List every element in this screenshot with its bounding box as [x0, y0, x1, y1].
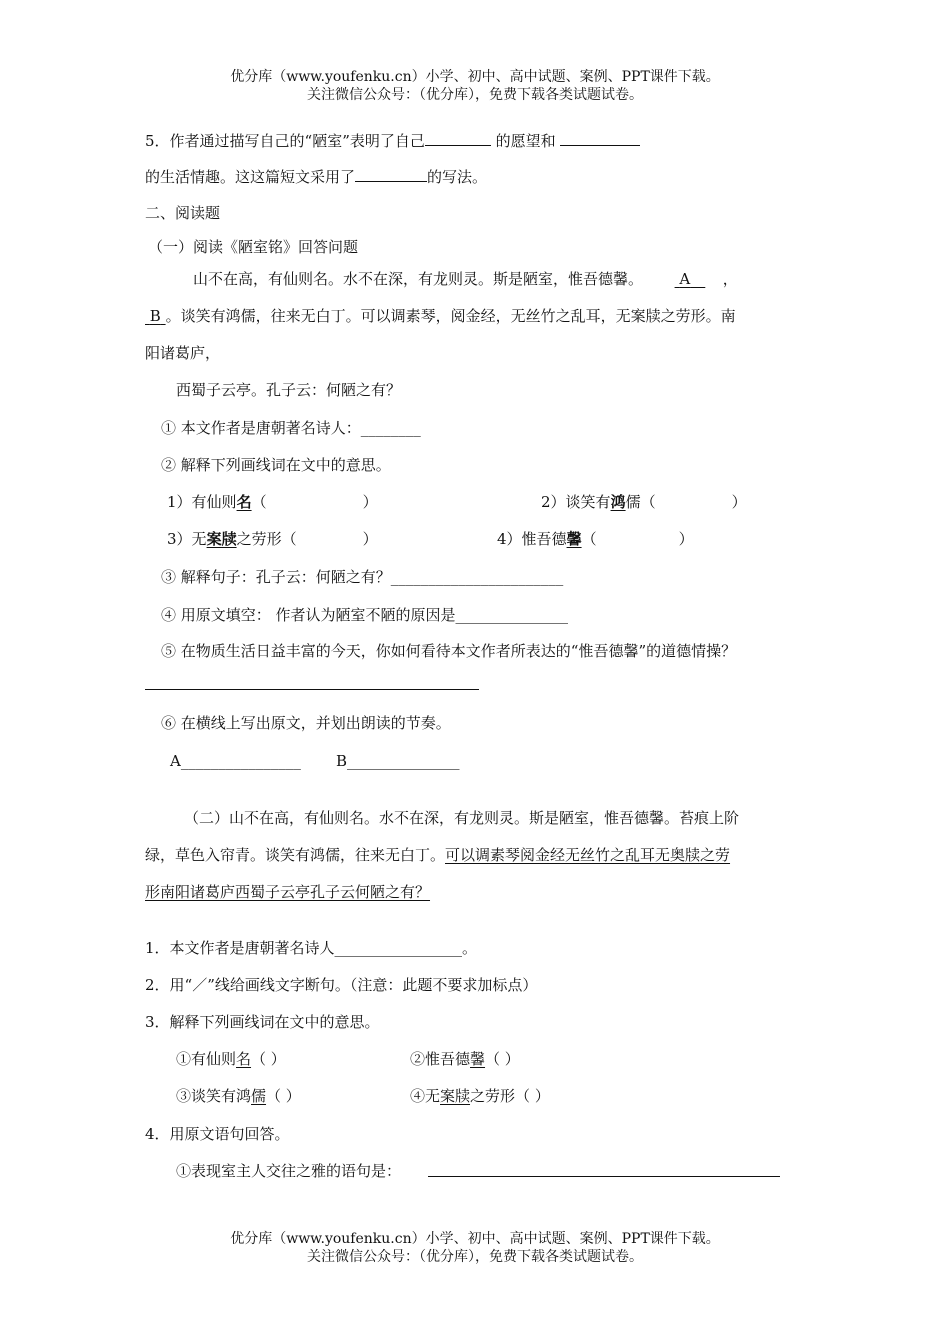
- question-5-blank-1[interactable]: [425, 130, 491, 146]
- page-header-line2: 关注微信公众号：（优分库），免费下载各类试题试卷。: [307, 87, 643, 103]
- q2-item-3: 3）无案牍之劳形（ ）: [167, 530, 378, 548]
- reading-1-question-5: ⑤ 在物质生活日益丰富的今天，你如何看待本文作者所表达的“惟吾德馨”的道德情操？: [161, 642, 737, 660]
- page-footer-line2: 关注微信公众号：（优分库），免费下载各类试题试卷。: [307, 1249, 643, 1265]
- reading-2-text-line1: （二）山不在高，有仙则名。水不在深，有龙则灵。斯是陋室，惟吾德馨。苔痕上阶: [184, 809, 740, 827]
- question-5-line1: [145, 130, 640, 151]
- reading-1-question-3: ③ 解释句子：孔子云：何陋之有？_______________________: [161, 568, 564, 586]
- q2-item-4-word: 馨: [566, 530, 582, 548]
- reading-1-text-2: 。谈笑有鸿儒，往来无白丁。可以调素琴，阅金经，无丝竹之乱耳，无案牍之劳形。南: [165, 307, 736, 325]
- reading-1-question-6: ⑥ 在横线上写出原文，并划出朗读的节奏。: [161, 714, 451, 732]
- reading-1-text-line3: 阳诸葛庐，: [145, 344, 221, 362]
- question-5-blank-2[interactable]: [560, 130, 640, 146]
- q2-item-3-word: 案牍: [206, 530, 237, 548]
- q2-item-1: 1）有仙则名（ ）: [167, 493, 378, 511]
- reading-1-text-line1: [193, 269, 738, 289]
- reading-2-question-4-1: ①表现室主人交往之雅的语句是：: [176, 1162, 402, 1180]
- question-5-line2: [145, 166, 487, 187]
- question-5-text-b: 的愿望和: [495, 132, 556, 150]
- blank-b-label: B: [149, 307, 161, 325]
- r2-q3-item-2: ②惟吾德馨（ ）: [410, 1050, 520, 1068]
- reading-2-text-line3: [145, 882, 430, 902]
- reading-2-underlined-2: 形南阳诸葛庐西蜀子云亭孔子云何陋之有？: [145, 883, 431, 901]
- section-2-title: 二、阅读题: [145, 204, 221, 222]
- q2-item-4: 4）惟吾德馨（ ）: [497, 530, 694, 548]
- reading-2-question-4: 4．用原文语句回答。: [145, 1125, 290, 1143]
- answer-line-q4-1[interactable]: [428, 1176, 780, 1177]
- q6-blank-b[interactable]: B_______________: [336, 752, 460, 770]
- reading-1-text-1: 山不在高，有仙则名。水不在深，有龙则灵。斯是陋室，惟吾德馨。: [193, 270, 644, 288]
- question-5-text-c: 的生活情趣。这这篇短文采用了: [145, 168, 356, 186]
- q2-item-2-word: 鸿: [610, 493, 626, 511]
- r2-q3-item-4: ④无案牍之劳形（ ）: [410, 1087, 550, 1105]
- reading-1-text-line4: 西蜀子云亭。孔子云：何陋之有？: [176, 381, 402, 399]
- answer-line-q5[interactable]: [145, 689, 479, 690]
- blank-a-label: A__: [679, 270, 706, 288]
- reading-2-underlined-1: 可以调素琴阅金经无丝竹之乱耳无奥牍之劳: [445, 846, 731, 864]
- reading-1-question-4: ④ 用原文填空： 作者认为陋室不陋的原因是_______________: [161, 606, 569, 624]
- q2-item-1-word: 名: [236, 493, 252, 511]
- reading-1-text-line2: [145, 306, 736, 326]
- reading-2-text-line2: 绿，草色入帘青。谈笑有鸿儒，往来无白丁。可以调素琴阅金经无丝竹之乱耳无奥牍之劳: [145, 846, 731, 864]
- question-5-blank-3[interactable]: [355, 166, 427, 182]
- reading-1-question-2: ② 解释下列画线词在文中的意思。: [161, 456, 391, 474]
- reading-1-question-1: ① 本文作者是唐朝著名诗人：________: [161, 419, 421, 437]
- question-5-text-a: 5．作者通过描写自己的“陋室”表明了自己: [145, 132, 425, 150]
- reading-2-question-2: 2．用“／”线给画线文字断句。（注意：此题不要求加标点）: [145, 976, 538, 994]
- q6-blank-a[interactable]: A________________: [170, 752, 301, 770]
- q2-item-2: 2）谈笑有鸿儒（ ）: [541, 493, 747, 511]
- reading-1-title: （一）阅读《陋室铭》回答问题: [148, 238, 359, 256]
- comma: ，: [722, 270, 738, 288]
- r2-q3-item-1: ①有仙则名（ ）: [176, 1050, 286, 1068]
- page-footer-line1: 优分库（www.youfenku.cn）小学、初中、高中试题、案例、PPT课件下载。: [230, 1231, 720, 1247]
- question-5-text-d: 的写法。: [427, 168, 488, 186]
- r2-q3-item-3: ③谈笑有鸿儒（ ）: [176, 1087, 301, 1105]
- reading-2-question-1: 1．本文作者是唐朝著名诗人_________________。: [145, 939, 478, 957]
- page-header-line1: 优分库（www.youfenku.cn）小学、初中、高中试题、案例、PPT课件下载。: [230, 69, 720, 85]
- reading-2-question-3: 3．解释下列画线词在文中的意思。: [145, 1013, 380, 1031]
